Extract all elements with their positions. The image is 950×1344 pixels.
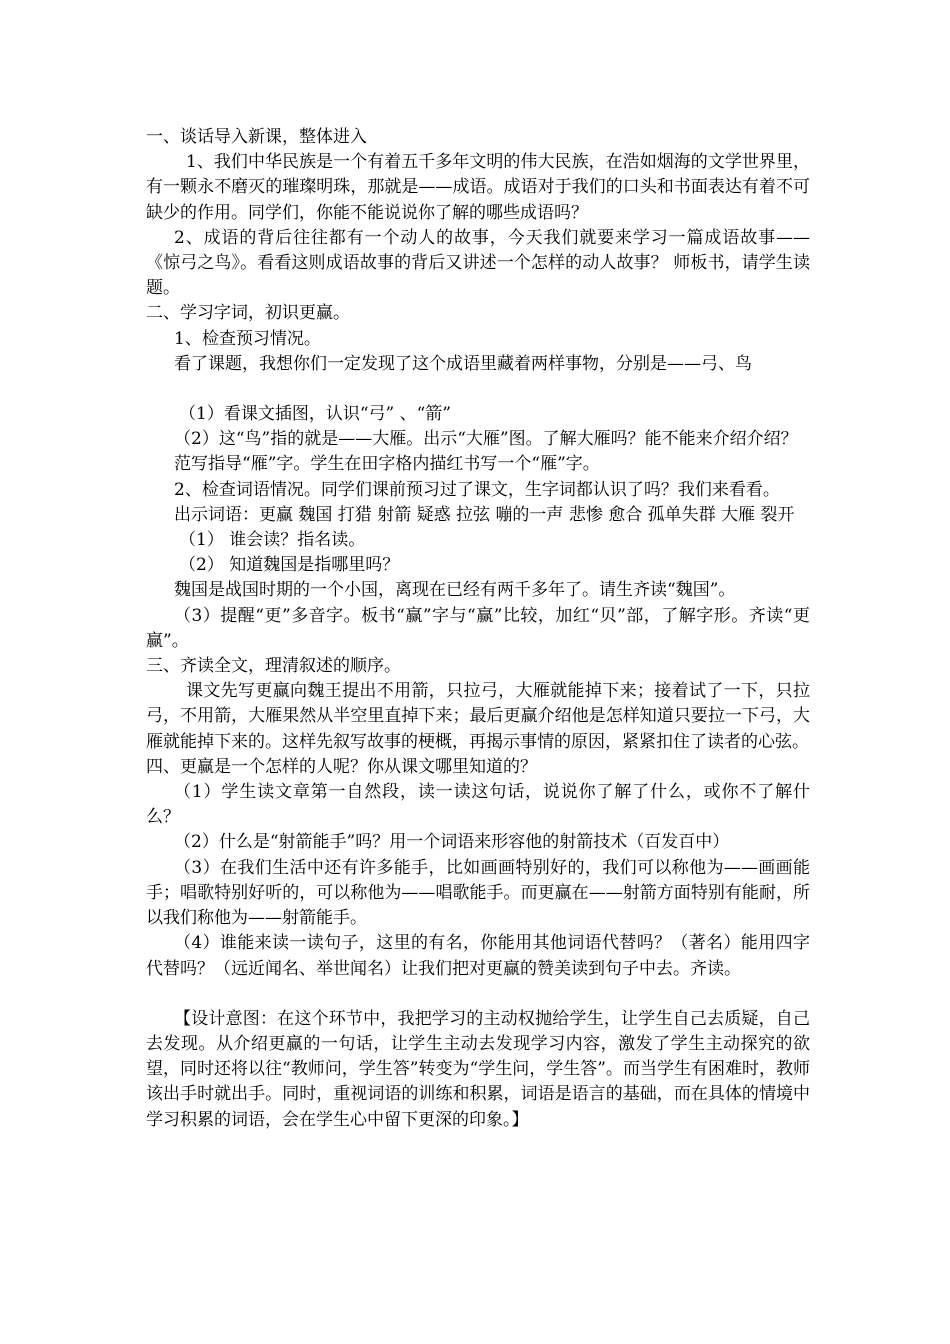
- vocabulary-list: 出示词语：更赢 魏国 打猎 射箭 疑惑 拉弦 嘣的一声 悲惨 愈合 孤单失群 大雁 裂开: [174, 504, 795, 525]
- paragraph: （1）学生读文章第一自然段，读一读这句话，说说你了解了什么，或你不了解什么？: [146, 782, 810, 828]
- section-heading-1: 一、谈话导入新课，整体进入: [146, 127, 367, 147]
- section-heading-4: 四、更赢是一个怎样的人呢？你从课文哪里知道的？: [146, 756, 537, 777]
- paragraph: （4）谁能来读一读句子，这里的有名，你能用其他词语代替吗？（著名）能用四字代替吗？（远近闻名、举世闻名）让我们把对更赢的赞美读到句子中去。齐读。: [146, 933, 810, 979]
- blank-line: [146, 982, 810, 1007]
- paragraph: 2、检查词语情况。同学们课前预习过了课文，生字词都认识了吗？我们来看看。: [174, 479, 780, 500]
- paragraph: 课文先写更赢向魏王提出不用箭，只拉弓，大雁就能掉下来；接着试了一下，只拉弓，不用箭，大雁果然从半空里直掉下来；最后更赢介绍他是怎样知道只要拉一下弓，大雁就能掉下来的。这样先叙写故事的梗概，再揭示事情的原因，紧紧扣住了读者的心弦。: [146, 681, 810, 752]
- paragraph: 1、我们中华民族是一个有着五千多年文明的伟大民族，在浩如烟海的文学世界里，有一颗永不磨灭的璀璨明珠，那就是——成语。成语对于我们的口头和书面表达有着不可缺少的作用。同学们，你能不能说说你了解的哪些成语吗？: [146, 152, 810, 223]
- section-heading-2: 二、学习字词，初识更赢。: [146, 303, 350, 324]
- paragraph: （1） 谁会读？指名读。: [179, 530, 366, 551]
- paragraph: 2、成语的背后往往都有一个动人的故事，今天我们就要来学习一篇成语故事——《惊弓之鸟》。看看这则成语故事的背后又讲述一个怎样的动人故事？ 师板书，请学生读题。: [146, 227, 810, 299]
- paragraph: 范写指导“雁”字。学生在田字格内描红书写一个“雁”字。: [174, 454, 600, 475]
- paragraph: （2） 知道魏国是指哪里吗？: [179, 555, 400, 576]
- document-body: [146, 125, 810, 1133]
- paragraph: （3）在我们生活中还有许多能手，比如画画特别好的，我们可以称他为——画画能手；唱歌特别好听的，可以称他为——唱歌能手。而更赢在——射箭方面特别有能耐，所以我们称他为——射箭能手。: [146, 857, 810, 929]
- paragraph: （3）提醒“更”多音字。板书“赢”字与“赢”比较，加红“贝”部，了解字形。齐读“更赢”。: [146, 605, 810, 651]
- section-heading-3: 三、齐读全文，理清叙述的顺序。: [146, 656, 401, 677]
- blank-line: [146, 377, 810, 402]
- paragraph: （2）这“鸟”指的就是——大雁。出示“大雁”图。了解大雁吗？能不能来介绍介绍？: [174, 429, 798, 450]
- paragraph: （1）看课文插图，认识“弓” 、“箭”: [179, 404, 451, 425]
- design-intent-note: 【设计意图：在这个环节中，我把学习的主动权抛给学生，让学生自己去质疑，自己去发现。从介绍更赢的一句话，让学生主动去发现学习内容，激发了学生主动探究的欲望，同时还将以往“教师问，学生答”转变为“学生问，学生答”。而当学生有困难时，教师该出手时就出手。同时，重视词语的训练和积累，词语是语言的基础，而在具体的情境中学习积累的词语，会在学生心中留下更深的印象。】: [146, 1008, 810, 1130]
- paragraph: 1、检查预习情况。: [174, 328, 321, 349]
- paragraph: （2）什么是“射箭能手”吗？用一个词语来形容他的射箭技术（百发百中）: [174, 832, 730, 853]
- paragraph: 看了课题，我想你们一定发现了这个成语里藏着两样事物，分别是——弓、鸟: [174, 353, 752, 374]
- paragraph: 魏国是战国时期的一个小国，离现在已经有两千多年了。请生齐读“魏国”。: [174, 580, 736, 601]
